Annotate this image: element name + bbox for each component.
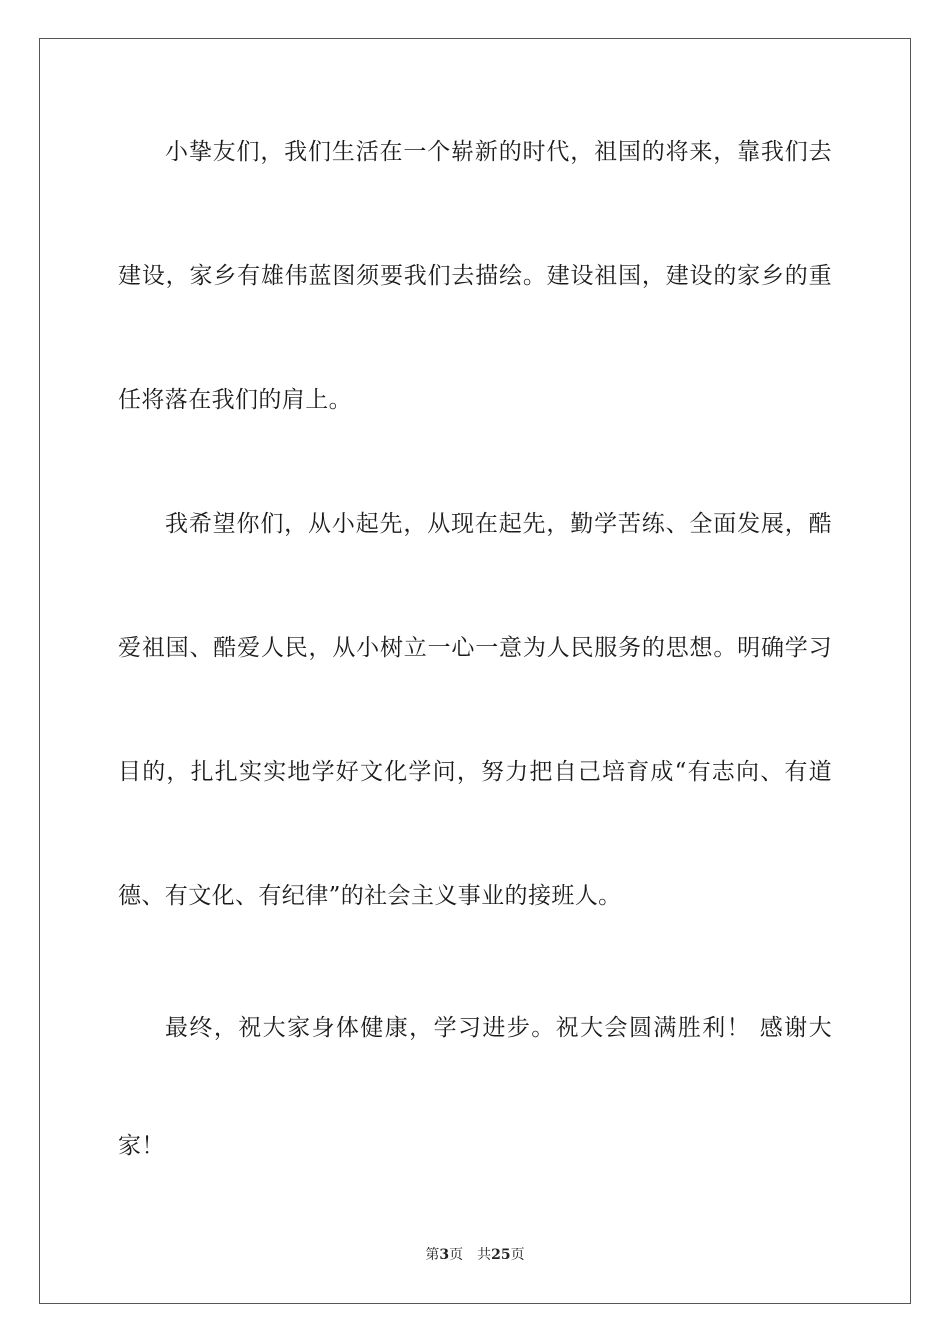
page-number: 3 (439, 1247, 450, 1263)
paragraph-1-line-3: 任将落在我们的肩上。 (118, 387, 352, 413)
total-pages: 25 (491, 1247, 511, 1263)
paragraph-3-line-2: 家！ (118, 1133, 165, 1159)
paragraph-2-line-3: 目的，扎扎实实地学好文化学问，努力把自己培育成“有志向、有道 (118, 759, 832, 785)
paragraph-1-line-2: 建设，家乡有雄伟蓝图须要我们去描绘。建设祖国，建设的家乡的重 (118, 263, 832, 289)
page-prefix: 第 (425, 1247, 440, 1263)
paragraph-2-line-4: 德、有文化、有纪律”的社会主义事业的接班人。 (118, 883, 622, 909)
total-prefix: 共 (477, 1247, 492, 1263)
page-footer (0, 1246, 950, 1264)
paragraph-2-line-2: 爱祖国、酷爱人民，从小树立一心一意为人民服务的思想。明确学习 (118, 635, 832, 661)
page-suffix: 页 (449, 1247, 464, 1263)
paragraph-2-line-1: 我希望你们，从小起先，从现在起先，勤学苦练、全面发展，酷 (165, 511, 832, 537)
paragraph-1-line-1: 小挚友们，我们生活在一个崭新的时代，祖国的将来，靠我们去 (165, 139, 832, 165)
page-frame (39, 38, 911, 1304)
total-suffix: 页 (510, 1247, 525, 1263)
paragraph-3-line-1: 最终，祝大家身体健康，学习进步。祝大会圆满胜利！ 感谢大 (165, 1015, 832, 1041)
